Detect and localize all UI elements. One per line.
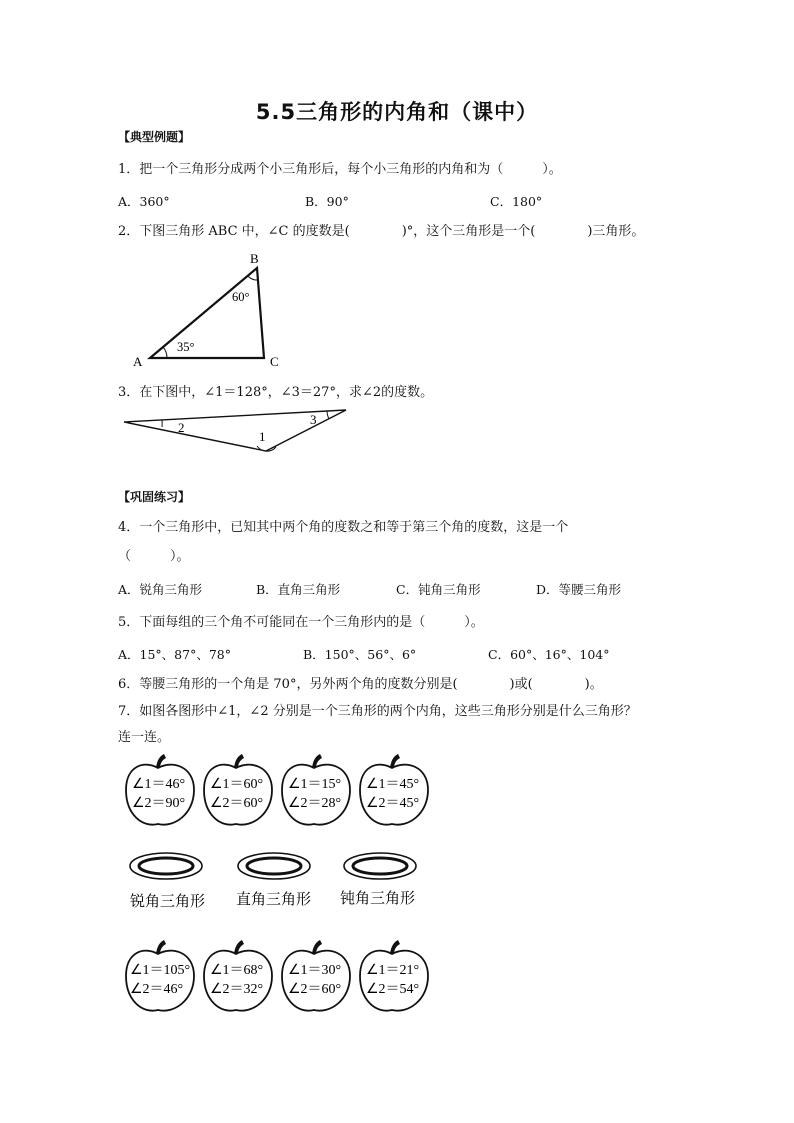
vertex-b-label: B: [250, 251, 259, 266]
angle-a-arc: [163, 347, 167, 358]
question-6-text: 6．等腰三角形的一个角是 70°，另外两个角的度数分别是( )或( )。: [118, 677, 603, 692]
question-5-option-a: A．15°、87°、78°: [118, 647, 231, 662]
apple-top-4[interactable]: [360, 754, 428, 825]
apple-bottom-3[interactable]: [282, 940, 350, 1011]
apple-bottom-4-angle-2: ∠2＝54°: [366, 982, 420, 997]
apple-top-2-angle-1: ∠1＝60°: [210, 777, 264, 792]
apple-top-1-angle-2: ∠2＝90°: [132, 796, 186, 811]
apple-body: [282, 951, 350, 1011]
apple-top-2[interactable]: [204, 754, 272, 825]
apple-bottom-4[interactable]: [360, 940, 428, 1011]
apple-body: [204, 951, 272, 1011]
apples-top-row: [118, 750, 438, 832]
apple-top-3-angle-1: ∠1＝15°: [288, 777, 342, 792]
plate-right[interactable]: [236, 853, 311, 908]
question-4-option-a: A．锐角三角形: [118, 582, 203, 597]
page-title: 5.5三角形的内角和（课中）: [255, 100, 539, 124]
plate-rim: [247, 858, 301, 874]
apple-body: [204, 765, 272, 825]
vertex-a-label: A: [133, 354, 143, 369]
angle-b-arc: [248, 276, 258, 280]
question-5-option-b: B．150°、56°、6°: [303, 647, 417, 662]
apples-bottom-row: [118, 936, 438, 1018]
question-4-text: 4．一个三角形中，已知其中两个角的度数之和等于第三个角的度数，这是一个: [118, 520, 569, 535]
angle-2-label: 2: [178, 420, 185, 435]
apple-top-3-angle-2: ∠2＝28°: [288, 796, 342, 811]
angle-3-label: 3: [310, 412, 317, 427]
plates-row: [118, 850, 438, 922]
apple-top-3[interactable]: [282, 754, 350, 825]
angle-3-arc: [327, 411, 329, 419]
question-4-option-b: B．直角三角形: [256, 582, 341, 597]
angle-1-label: 1: [259, 429, 266, 444]
triangle-abc: [150, 268, 264, 358]
apple-bottom-1-angle-1: ∠1＝105°: [130, 963, 191, 978]
apple-body: [126, 951, 194, 1011]
triangle-abc-figure: [120, 248, 310, 373]
plate-obtuse[interactable]: [340, 853, 416, 907]
question-1-option-a: A．360°: [118, 194, 170, 209]
apple-top-1-angle-1: ∠1＝46°: [132, 777, 186, 792]
apple-top-4-angle-2: ∠2＝45°: [366, 796, 420, 811]
plate-rim: [139, 858, 193, 874]
apple-body: [360, 765, 428, 825]
section-heading-practice: 【巩固练习】: [118, 490, 191, 504]
apple-bottom-2[interactable]: [204, 940, 272, 1011]
plate-acute-label: 锐角三角形: [130, 892, 206, 910]
apple-body: [282, 765, 350, 825]
section-heading-examples: 【典型例题】: [118, 130, 191, 144]
apple-body: [360, 951, 428, 1011]
plate-rim: [353, 858, 407, 874]
triangle-123-figure: [118, 402, 358, 456]
apple-bottom-4-angle-1: ∠1＝21°: [366, 963, 420, 978]
plate-obtuse-label: 钝角三角形: [340, 889, 416, 907]
apple-top-1[interactable]: [126, 754, 194, 825]
question-5-text: 5．下面每组的三个角不可能同在一个三角形内的是（ ）。: [118, 615, 484, 630]
question-4-option-c: C．钝角三角形: [396, 582, 481, 597]
question-4-blank: （ ）。: [118, 549, 190, 564]
question-5-option-c: C．60°、16°、104°: [488, 647, 610, 662]
apple-bottom-3-angle-2: ∠2＝60°: [288, 982, 342, 997]
question-1-option-b: B．90°: [305, 194, 349, 209]
question-3-text: 3．在下图中，∠1＝128°，∠3＝27°，求∠2的度数。: [118, 385, 434, 400]
apple-bottom-2-angle-2: ∠2＝32°: [210, 982, 264, 997]
apple-bottom-2-angle-1: ∠1＝68°: [210, 963, 264, 978]
apple-top-2-angle-2: ∠2＝60°: [210, 796, 264, 811]
angle-b-value: 60°: [232, 290, 250, 304]
question-2-text: 2．下图三角形 ABC 中，∠C 的度数是( )°，这个三角形是一个( )三角形。: [118, 224, 645, 239]
question-1-option-c: C．180°: [490, 194, 543, 209]
apple-top-4-angle-1: ∠1＝45°: [366, 777, 420, 792]
question-7-text-2: 连一连。: [118, 730, 171, 745]
question-7-text: 7．如图各图形中∠1，∠2 分别是一个三角形的两个内角，这些三角形分别是什么三角形？: [118, 704, 637, 719]
question-4-option-d: D．等腰三角形: [536, 582, 622, 597]
apple-bottom-1[interactable]: [126, 940, 194, 1011]
vertex-c-label: C: [270, 354, 279, 369]
apple-bottom-3-angle-1: ∠1＝30°: [288, 963, 342, 978]
angle-a-value: 35°: [177, 340, 195, 354]
apple-body: [126, 765, 194, 825]
plate-acute[interactable]: [130, 853, 205, 910]
plate-right-label: 直角三角形: [236, 890, 312, 908]
question-1-text: 1．把一个三角形分成两个小三角形后，每个小三角形的内角和为（ ）。: [118, 162, 562, 177]
apple-bottom-1-angle-2: ∠2＝46°: [130, 982, 184, 997]
